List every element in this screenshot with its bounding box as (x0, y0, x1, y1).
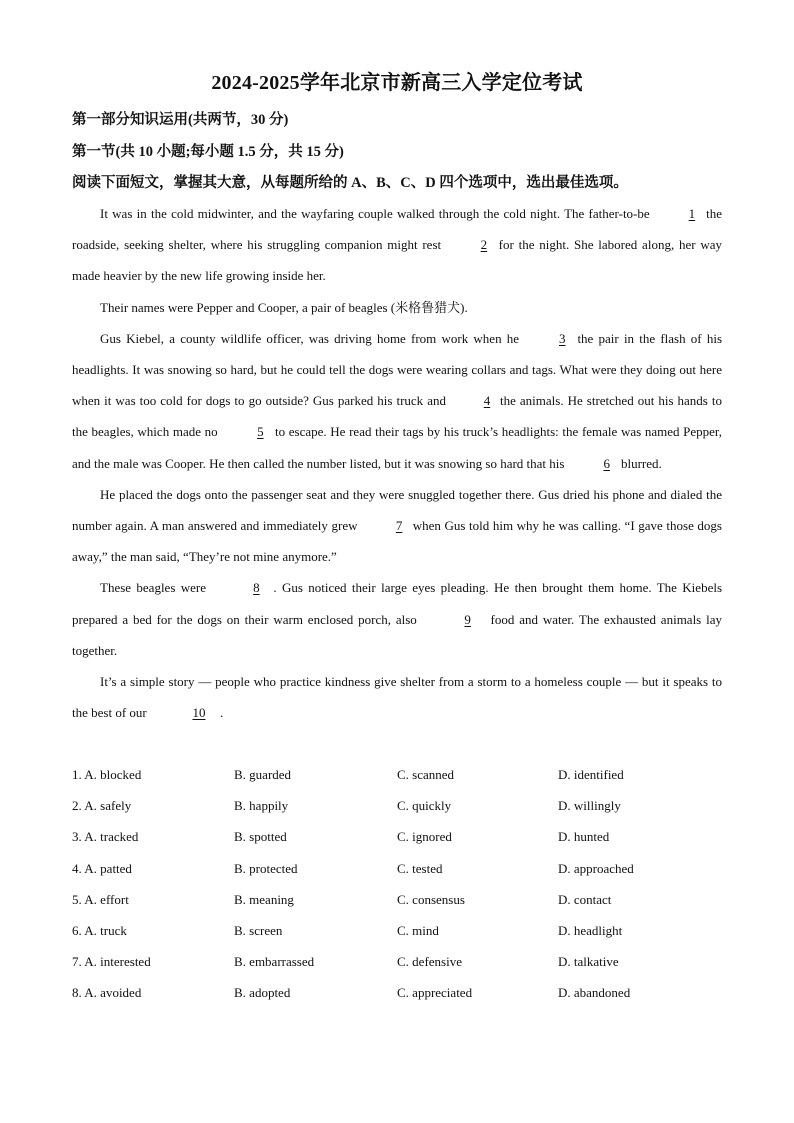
option-b: B. protected (234, 860, 298, 876)
passage-text: for the night. She labored along, her way made heavier by the new life growing inside her. (72, 237, 723, 284)
option-a: 8. A. avoided (72, 985, 142, 1001)
section-heading: 第一节(共 10 小题;每小题 1.5 分，共 15 分) (72, 144, 344, 160)
option-a: 1. A. blocked (72, 767, 142, 782)
option-d: D. willingly (558, 798, 621, 814)
question-2-options (72, 790, 732, 821)
blank-2: 2 (480, 237, 488, 253)
blank-4: 4 (483, 393, 491, 409)
option-d: D. headlight (558, 922, 623, 938)
option-b: B. happily (234, 798, 289, 814)
question-8-options (72, 977, 732, 1008)
option-c: C. mind (397, 922, 439, 938)
passage-text: . Gus noticed their large eyes pleading. He then brought them home. The Kiebels prepared a bed for the dogs on their warm enclosed porch, also (72, 580, 723, 627)
option-d: D. talkative (558, 954, 619, 970)
passage-text: It’s a simple story — people who practice kindness give shelter from a storm to a homeless couple — but it speaks to the best of our (72, 674, 722, 721)
passage-text: These beagles were (100, 580, 212, 596)
blank-1: 1 (688, 206, 696, 221)
passage-text: It was in the cold midwinter, and the wayfaring couple walked through the cold night. The father-to-be (100, 206, 654, 221)
option-a: 3. A. tracked (72, 829, 139, 845)
option-b: B. spotted (234, 829, 287, 845)
option-d: D. hunted (558, 829, 610, 845)
passage-paragraph (72, 198, 722, 292)
blank-8: 8 (253, 580, 260, 596)
option-c: C. tested (397, 860, 443, 876)
option-d: D. approached (558, 860, 634, 876)
option-c: C. defensive (397, 954, 462, 970)
option-c: C. appreciated (397, 985, 473, 1001)
blank-10: 10 (192, 705, 206, 721)
option-c: C. quickly (397, 798, 452, 814)
passage-text: Gus Kiebel, a county wildlife officer, was driving home from work when he (100, 330, 525, 346)
passage-paragraph: Their names were Pepper and Cooper, a pair of beagles (米格鲁猎犬). (100, 299, 468, 315)
cloze-passage (72, 198, 722, 728)
passage-paragraph (72, 666, 722, 728)
exam-title: 2024-2025学年北京市新高三入学定位考试 (211, 72, 583, 94)
instruction-text: 阅读下面短文，掌握其大意，从每题所给的 A、B、C、D 四个选项中，选出最佳选项。 (72, 175, 628, 191)
option-c: C. scanned (397, 767, 455, 782)
option-d: D. identified (558, 767, 624, 782)
passage-text: the roadside, seeking shelter, where his struggling companion might rest (72, 206, 723, 253)
passage-text: . (219, 705, 224, 721)
option-b: B. adopted (234, 985, 291, 1001)
blank-6: 6 (603, 455, 610, 471)
passage-text: He placed the dogs onto the passenger seat and they were snuggled together there. Gus dried his phone and dialed the number again. A man answered and immediately grew (72, 486, 722, 534)
option-b: B. screen (234, 922, 283, 938)
option-b: B. meaning (234, 891, 294, 907)
passage-paragraph (72, 572, 722, 666)
passage-paragraph (72, 323, 722, 479)
passage-text: the pair in the flash of his headlights. It was snowing so hard, but he could tell the dogs were wearing collars and tags. What were they doing out here when it was too cold for dogs to go outside? Gus parked his truck and (72, 330, 723, 409)
passage-text: blurred. (617, 455, 662, 471)
option-b: B. embarrassed (234, 954, 315, 970)
passage-text: when Gus told him why he was calling. “I gave those dogs away,” the man said, “They’re not mine anymore.” (72, 518, 722, 565)
question-7-options (72, 946, 732, 977)
option-a: 7. A. interested (72, 954, 151, 970)
blank-7: 7 (395, 518, 403, 534)
passage-paragraph (72, 479, 722, 573)
option-d: D. contact (558, 891, 612, 907)
option-a: 4. A. patted (72, 860, 132, 876)
option-c: C. consensus (397, 891, 465, 907)
option-a: 5. A. effort (72, 891, 129, 907)
answer-options (72, 759, 732, 1009)
blank-9: 9 (464, 611, 471, 627)
part-heading: 第一部分知识运用(共两节，30 分) (72, 112, 289, 128)
passage-text: to escape. He read their tags by his truck’s headlights: the female was named Pepper, and the male was Cooper. He then called the number listed, but it was snowing so hard that his (72, 424, 722, 471)
question-4-options (72, 853, 732, 884)
blank-5: 5 (257, 424, 264, 440)
question-6-options (72, 915, 732, 946)
question-3-options (72, 821, 732, 852)
option-c: C. ignored (397, 829, 452, 845)
option-a: 6. A. truck (72, 922, 127, 938)
option-a: 2. A. safely (72, 798, 132, 814)
option-d: D. abandoned (558, 985, 631, 1001)
passage-text: the animals. He stretched out his hands to the beagles, which made no (72, 393, 722, 440)
question-5-options (72, 884, 732, 915)
passage-text: food and water. The exhausted animals lay together. (72, 611, 722, 658)
option-b: B. guarded (234, 767, 292, 782)
question-1-options (72, 759, 732, 790)
blank-3: 3 (559, 330, 566, 346)
